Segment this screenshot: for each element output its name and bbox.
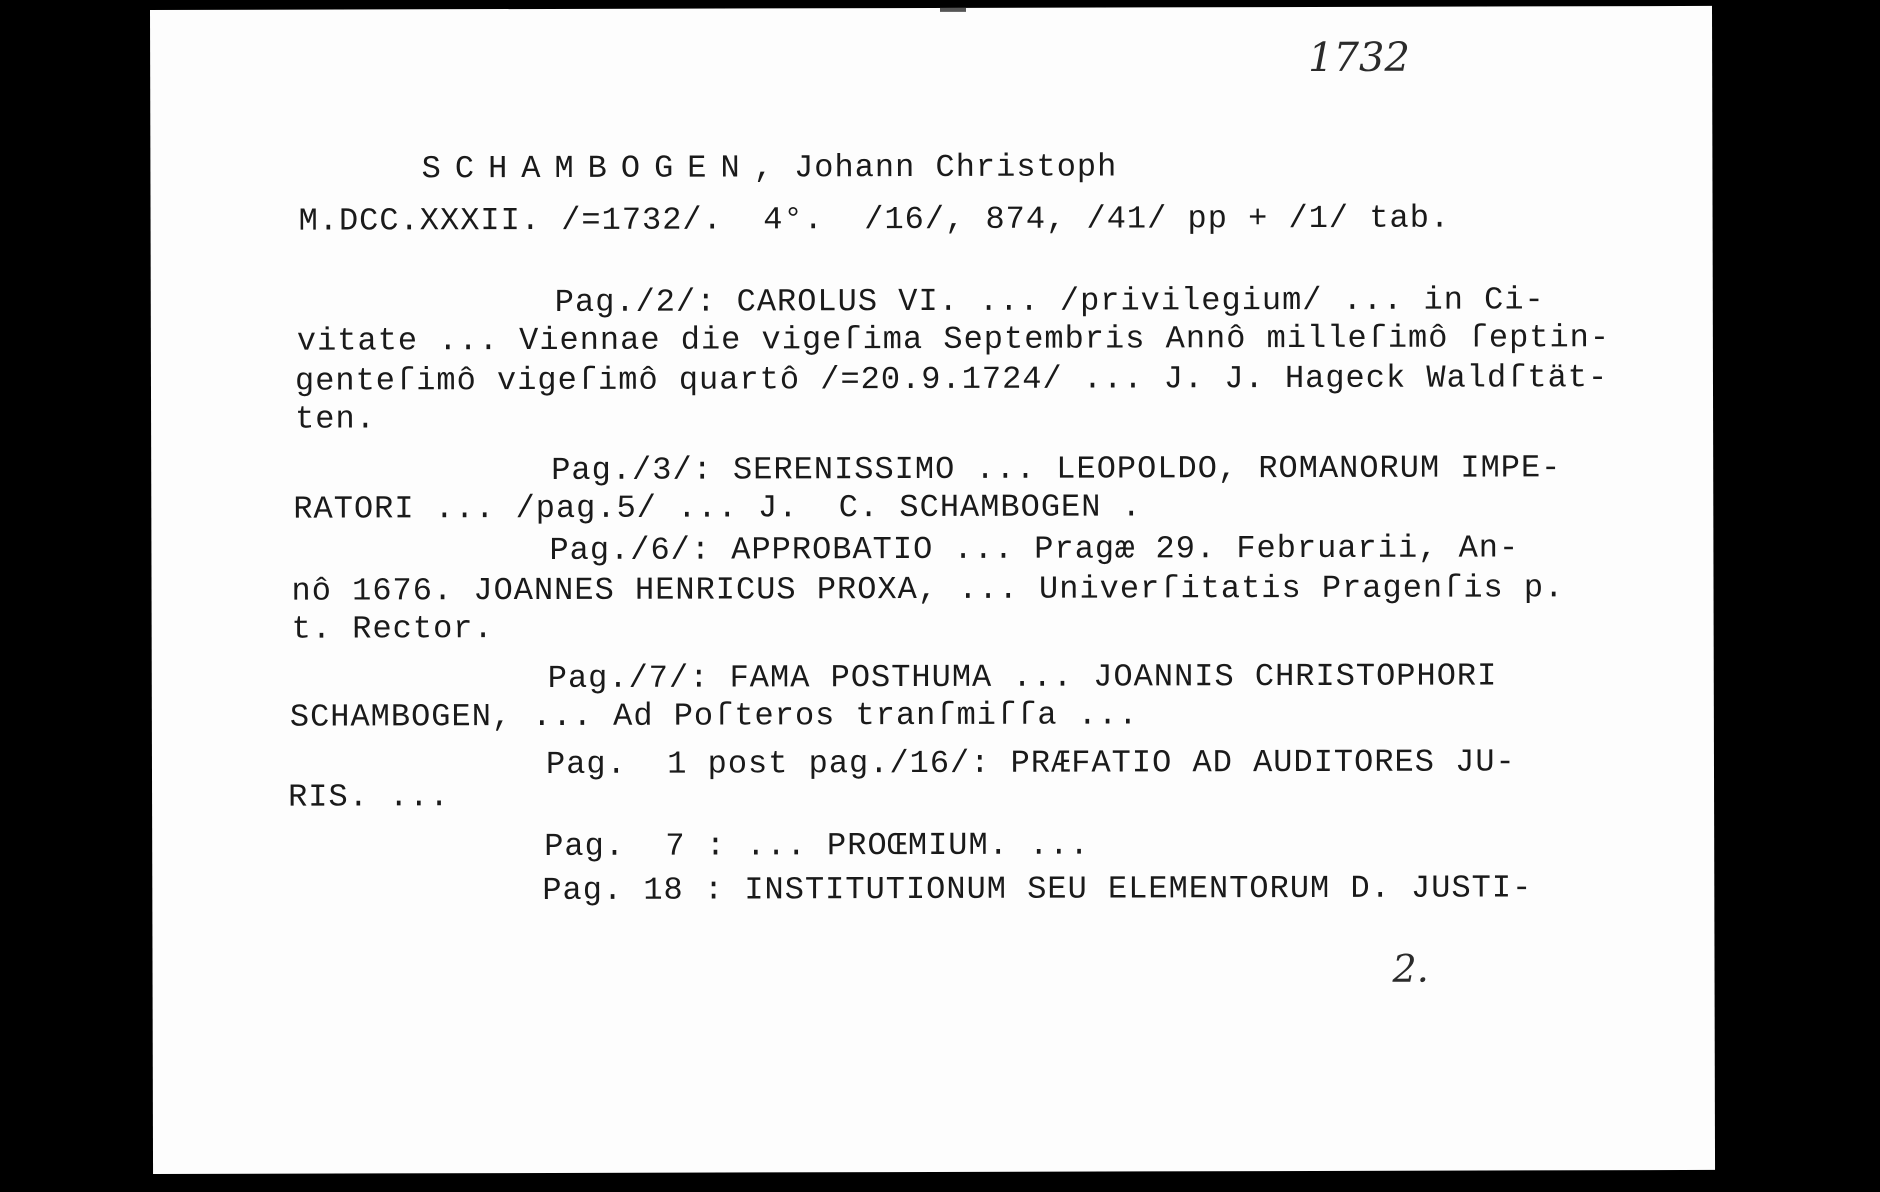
entry-line: Pag./2/: CAROLUS VI. ... /privilegium/ ... in Ci-: [554, 281, 1545, 321]
card-edge-mark: [940, 8, 966, 12]
author-given-names: , Johann Christoph: [753, 148, 1118, 187]
entry-line: SCHAMBOGEN, ... Ad Poſteros tranſmiſſa ...: [289, 696, 1139, 736]
entry-line: Pag. 7 : ... PROŒMIUM. ...: [544, 826, 1090, 865]
entry-line: genteſimô vigeſimô quartô /=20.9.1724/ ... J. J. Hageck Waldſtät-: [294, 359, 1609, 400]
entry-line: Pag./3/: SERENISSIMO ... LEOPOLDO, ROMANORUM IMPE-: [551, 449, 1562, 489]
entry-line: Pag./7/: FAMA POSTHUMA ... JOANNIS CHRISTOPHORI: [547, 657, 1498, 697]
catalog-card: [150, 6, 1715, 1174]
entry-line: Pag. 18 : INSTITUTIONUM SEU ELEMENTORUM D. JUSTI-: [542, 869, 1533, 909]
catalog-number: 1732: [1308, 34, 1410, 81]
entry-line: RIS. ...: [288, 778, 450, 816]
entry-line: ten.: [295, 400, 376, 438]
entry-line: Pag. 1 post pag./16/: PRÆFATIO AD AUDITORES JU-: [545, 743, 1516, 783]
author-surname: SCHAMBOGEN: [421, 149, 754, 188]
entry-line: t. Rector.: [291, 610, 494, 648]
entry-line: vitate ... Viennae die vigeſima Septembris Annô milleſimô ſeptin-: [296, 319, 1611, 360]
page-mark: 2.: [1392, 946, 1429, 991]
imprint-line: M.DCC.XXXII. /=1732/. 4°. /16/, 874, /41/ pp + /1/ tab.: [298, 199, 1451, 240]
entry-line: nô 1676. JOANNES HENRICUS PROXA, ... Univerſitatis Pragenſis p.: [291, 569, 1565, 610]
entry-line: Pag./6/: APPROBATIO ... Pragæ 29. Februarii, An-: [549, 529, 1520, 569]
entry-line: RATORI ... /pag.5/ ... J. C. SCHAMBOGEN .: [293, 488, 1142, 528]
